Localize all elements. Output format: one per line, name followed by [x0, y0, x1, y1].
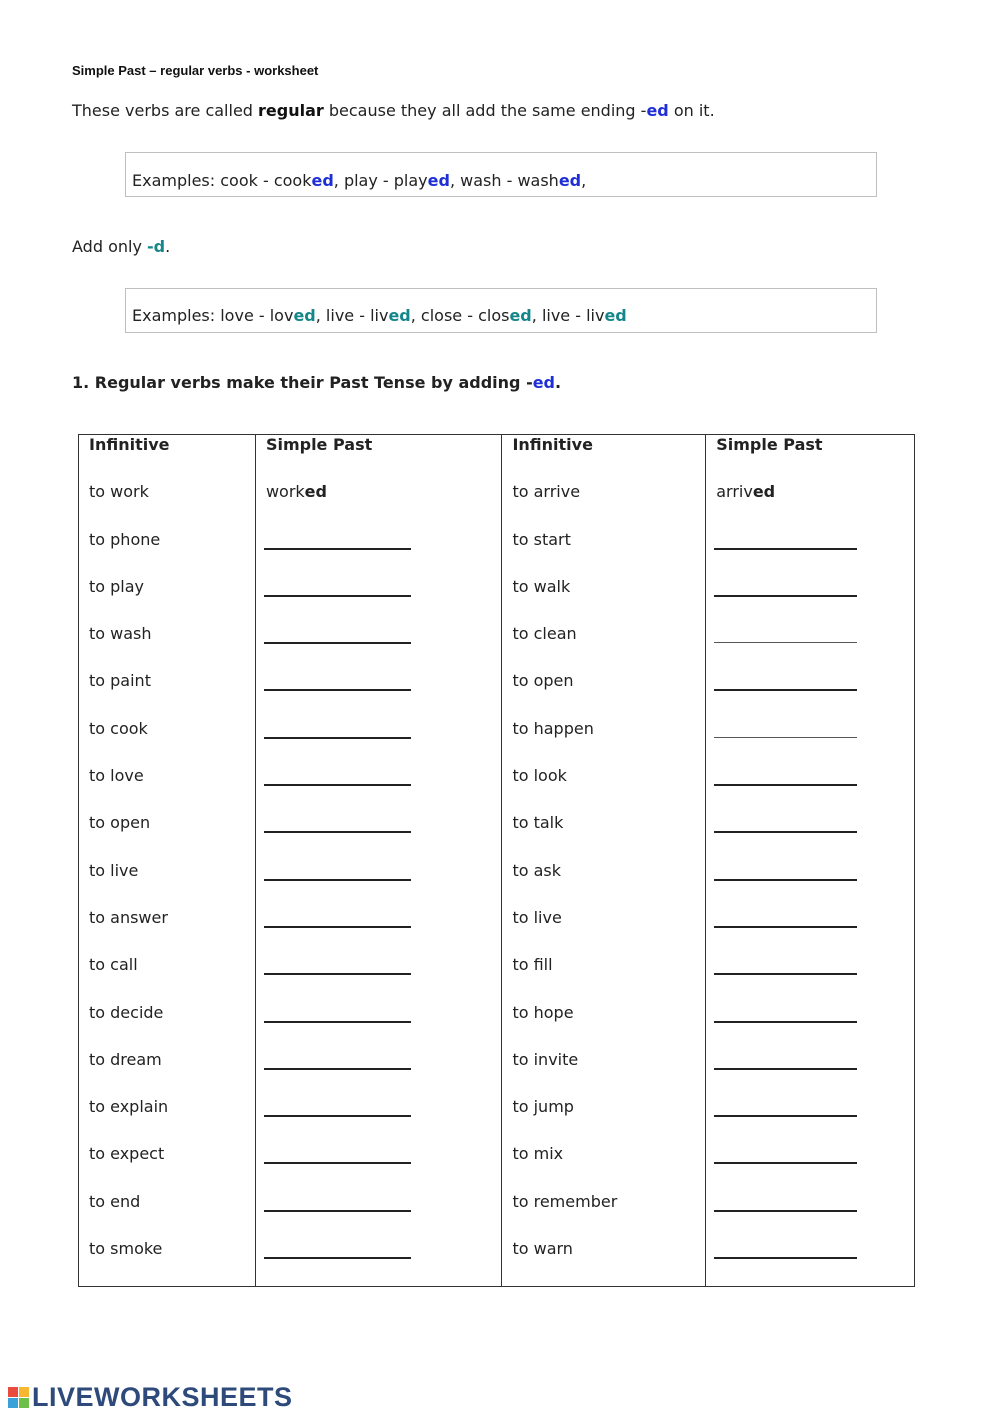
table-row — [79, 908, 915, 955]
example-ending: ed — [427, 171, 450, 190]
cell-text: to jump — [512, 1097, 574, 1117]
table-spacer-row — [79, 1286, 915, 1287]
answer-blank[interactable] — [714, 1021, 857, 1023]
answer-blank[interactable] — [264, 973, 411, 975]
table-row — [79, 813, 915, 860]
infinitive-cell — [79, 1239, 256, 1286]
answer-blank[interactable] — [714, 1162, 857, 1164]
past-cell — [255, 1097, 502, 1144]
answer-blank[interactable] — [714, 879, 857, 881]
past-cell — [706, 482, 915, 529]
example-item: love - lov — [220, 306, 294, 325]
answer-blank[interactable] — [714, 1068, 857, 1070]
cell-text: to work — [89, 482, 149, 502]
column-header — [79, 435, 256, 483]
answer-blank[interactable] — [714, 831, 857, 833]
answer-blank[interactable] — [264, 1115, 411, 1117]
example-past: arrived — [716, 482, 776, 502]
infinitive-cell — [79, 530, 256, 577]
answer-blank[interactable] — [264, 1257, 411, 1259]
past-cell — [255, 766, 502, 813]
table-row — [79, 766, 915, 813]
answer-blank[interactable] — [264, 642, 411, 644]
exercise-heading: 1. Regular verbs make their Past Tense by adding -ed. — [72, 373, 562, 392]
infinitive-cell — [502, 1239, 706, 1286]
answer-blank[interactable] — [714, 548, 857, 550]
infinitive-cell — [502, 530, 706, 577]
infinitive-cell — [79, 1097, 256, 1144]
cell-text: to live — [89, 860, 139, 880]
past-cell — [255, 719, 502, 766]
empty-cell — [255, 1286, 502, 1287]
answer-blank[interactable] — [714, 737, 857, 738]
answer-blank[interactable] — [714, 784, 857, 786]
cell-text: to live — [512, 907, 562, 927]
past-cell — [706, 1097, 915, 1144]
past-cell — [255, 624, 502, 671]
infinitive-cell — [502, 719, 706, 766]
verbs-table — [78, 434, 915, 1287]
past-cell — [255, 861, 502, 908]
table-row — [79, 1192, 915, 1239]
answer-blank[interactable] — [264, 1068, 411, 1070]
infinitive-cell — [502, 482, 706, 529]
table-row — [79, 1239, 915, 1286]
example-ending: ed — [388, 306, 411, 325]
column-header — [502, 435, 706, 483]
infinitive-cell — [502, 955, 706, 1002]
infinitive-cell — [79, 624, 256, 671]
examples-box-ed: Examples: cook - cooked, play - played, wash - washed, — [125, 152, 877, 197]
answer-blank[interactable] — [264, 879, 411, 881]
answer-blank[interactable] — [714, 1257, 857, 1259]
past-cell — [255, 813, 502, 860]
infinitive-cell — [79, 908, 256, 955]
cell-text: to decide — [89, 1002, 164, 1022]
past-cell — [706, 624, 915, 671]
table-row — [79, 955, 915, 1002]
infinitive-cell — [79, 813, 256, 860]
cell-text: to open — [89, 813, 151, 833]
cell-text: to smoke — [89, 1239, 163, 1259]
infinitive-cell — [79, 1192, 256, 1239]
liveworksheets-logo: LIVEWORKSHEETS — [8, 1382, 293, 1413]
past-cell — [706, 719, 915, 766]
table-row — [79, 1050, 915, 1097]
cell-text: to arrive — [512, 482, 581, 502]
cell-text: to remember — [512, 1191, 618, 1211]
example-ending: ed — [558, 171, 582, 190]
infinitive-cell — [502, 1050, 706, 1097]
cell-text: Simple Past — [716, 435, 823, 454]
cell-text: to answer — [89, 907, 168, 927]
cell-text: to start — [512, 529, 571, 549]
cell-text: to paint — [89, 671, 151, 691]
infinitive-cell — [79, 482, 256, 529]
cell-text: to play — [89, 576, 145, 596]
past-cell — [255, 1050, 502, 1097]
column-header — [706, 435, 915, 483]
answer-blank[interactable] — [714, 642, 857, 643]
answer-blank[interactable] — [264, 548, 411, 550]
table-header-row — [79, 435, 915, 483]
past-cell — [706, 813, 915, 860]
table-row — [79, 861, 915, 908]
example-item: live - liv — [541, 306, 605, 325]
answer-blank[interactable] — [264, 784, 411, 786]
past-cell — [706, 1003, 915, 1050]
empty-cell — [79, 1286, 256, 1287]
example-ending: ed — [604, 306, 627, 325]
cell-text: to look — [512, 766, 567, 786]
infinitive-cell — [79, 1003, 256, 1050]
infinitive-cell — [502, 1144, 706, 1191]
table-row — [79, 624, 915, 671]
past-cell — [706, 766, 915, 813]
past-cell — [255, 530, 502, 577]
cell-text: to wash — [89, 624, 152, 644]
infinitive-cell — [502, 1097, 706, 1144]
past-cell — [706, 1144, 915, 1191]
table-row — [79, 671, 915, 718]
past-cell — [706, 577, 915, 624]
table-row — [79, 577, 915, 624]
column-header — [255, 435, 502, 483]
cell-text: to end — [89, 1191, 141, 1211]
table-row — [79, 1144, 915, 1191]
cell-text: to love — [89, 766, 144, 786]
example-ending: ed — [293, 306, 316, 325]
table-row — [79, 1097, 915, 1144]
cell-text: to warn — [512, 1239, 573, 1259]
past-cell — [255, 577, 502, 624]
empty-cell — [706, 1286, 915, 1287]
answer-blank[interactable] — [714, 689, 857, 691]
cell-text: to fill — [512, 955, 553, 975]
infinitive-cell — [502, 671, 706, 718]
example-ending: ed — [509, 306, 532, 325]
example-item: close - clos — [420, 306, 510, 325]
liveworksheets-logo-icon — [8, 1387, 30, 1409]
infinitive-cell — [502, 1192, 706, 1239]
cell-text: to call — [89, 955, 138, 975]
answer-blank[interactable] — [714, 1210, 857, 1212]
example-item: wash - wash — [460, 171, 559, 190]
past-cell — [706, 671, 915, 718]
infinitive-cell — [502, 861, 706, 908]
answer-blank[interactable] — [714, 1115, 857, 1117]
example-item: play - play — [343, 171, 428, 190]
past-cell — [706, 1192, 915, 1239]
add-only-d-text: Add only -d. — [72, 237, 171, 256]
infinitive-cell — [79, 671, 256, 718]
table-row — [79, 719, 915, 766]
infinitive-cell — [79, 861, 256, 908]
table-row — [79, 1003, 915, 1050]
cell-text: to hope — [512, 1002, 574, 1022]
past-cell — [706, 955, 915, 1002]
answer-blank[interactable] — [264, 1021, 411, 1023]
cell-text: to cook — [89, 718, 148, 738]
cell-text: Infinitive — [89, 435, 170, 454]
infinitive-cell — [79, 1144, 256, 1191]
infinitive-cell — [502, 1003, 706, 1050]
infinitive-cell — [79, 577, 256, 624]
cell-text: to dream — [89, 1049, 162, 1069]
answer-blank[interactable] — [264, 926, 411, 928]
infinitive-cell — [79, 955, 256, 1002]
past-cell — [255, 955, 502, 1002]
past-cell — [255, 1003, 502, 1050]
example-item: live - liv — [325, 306, 389, 325]
answer-blank[interactable] — [714, 595, 857, 597]
past-cell — [255, 1144, 502, 1191]
empty-cell — [502, 1286, 706, 1287]
cell-text: to invite — [512, 1049, 579, 1069]
worksheet-title: Simple Past – regular verbs - worksheet — [72, 63, 319, 78]
example-past: worked — [265, 482, 327, 502]
past-cell — [255, 1239, 502, 1286]
past-cell — [706, 1239, 915, 1286]
cell-text: to open — [512, 671, 574, 691]
infinitive-cell — [502, 766, 706, 813]
infinitive-cell — [502, 577, 706, 624]
past-cell — [706, 908, 915, 955]
answer-blank[interactable] — [714, 926, 857, 928]
cell-text: Simple Past — [265, 435, 373, 454]
cell-text: to happen — [512, 718, 594, 738]
answer-blank[interactable] — [264, 595, 411, 597]
infinitive-cell — [502, 624, 706, 671]
cell-text: to mix — [512, 1144, 564, 1164]
examples-box-d: Examples: love - loved, live - lived, close - closed, live - lived — [125, 288, 877, 333]
cell-text: to clean — [512, 624, 577, 644]
regular-word: regular — [258, 101, 324, 120]
infinitive-cell — [79, 1050, 256, 1097]
cell-text: to walk — [512, 576, 571, 596]
infinitive-cell — [79, 766, 256, 813]
answer-blank[interactable] — [264, 737, 411, 739]
past-cell — [255, 1192, 502, 1239]
infinitive-cell — [502, 908, 706, 955]
past-cell — [706, 530, 915, 577]
answer-blank[interactable] — [264, 1210, 411, 1212]
past-cell — [706, 861, 915, 908]
cell-text: to talk — [512, 813, 564, 833]
cell-text: to explain — [89, 1097, 169, 1117]
cell-text: Infinitive — [512, 435, 593, 454]
cell-text: to expect — [89, 1144, 165, 1164]
infinitive-cell — [502, 813, 706, 860]
cell-text: to phone — [89, 529, 161, 549]
infinitive-cell — [79, 719, 256, 766]
answer-blank[interactable] — [264, 831, 411, 833]
past-cell — [255, 482, 502, 529]
past-cell — [255, 908, 502, 955]
answer-blank[interactable] — [264, 689, 411, 691]
table-row — [79, 530, 915, 577]
answer-blank[interactable] — [264, 1162, 411, 1164]
table-row — [79, 482, 915, 529]
intro-text: These verbs are called regular because they all add the same ending -ed on it. — [72, 101, 715, 120]
example-item: cook - cook — [220, 171, 312, 190]
past-cell — [255, 671, 502, 718]
cell-text: to ask — [512, 860, 562, 880]
past-cell — [706, 1050, 915, 1097]
answer-blank[interactable] — [714, 973, 857, 975]
example-ending: ed — [311, 171, 334, 190]
